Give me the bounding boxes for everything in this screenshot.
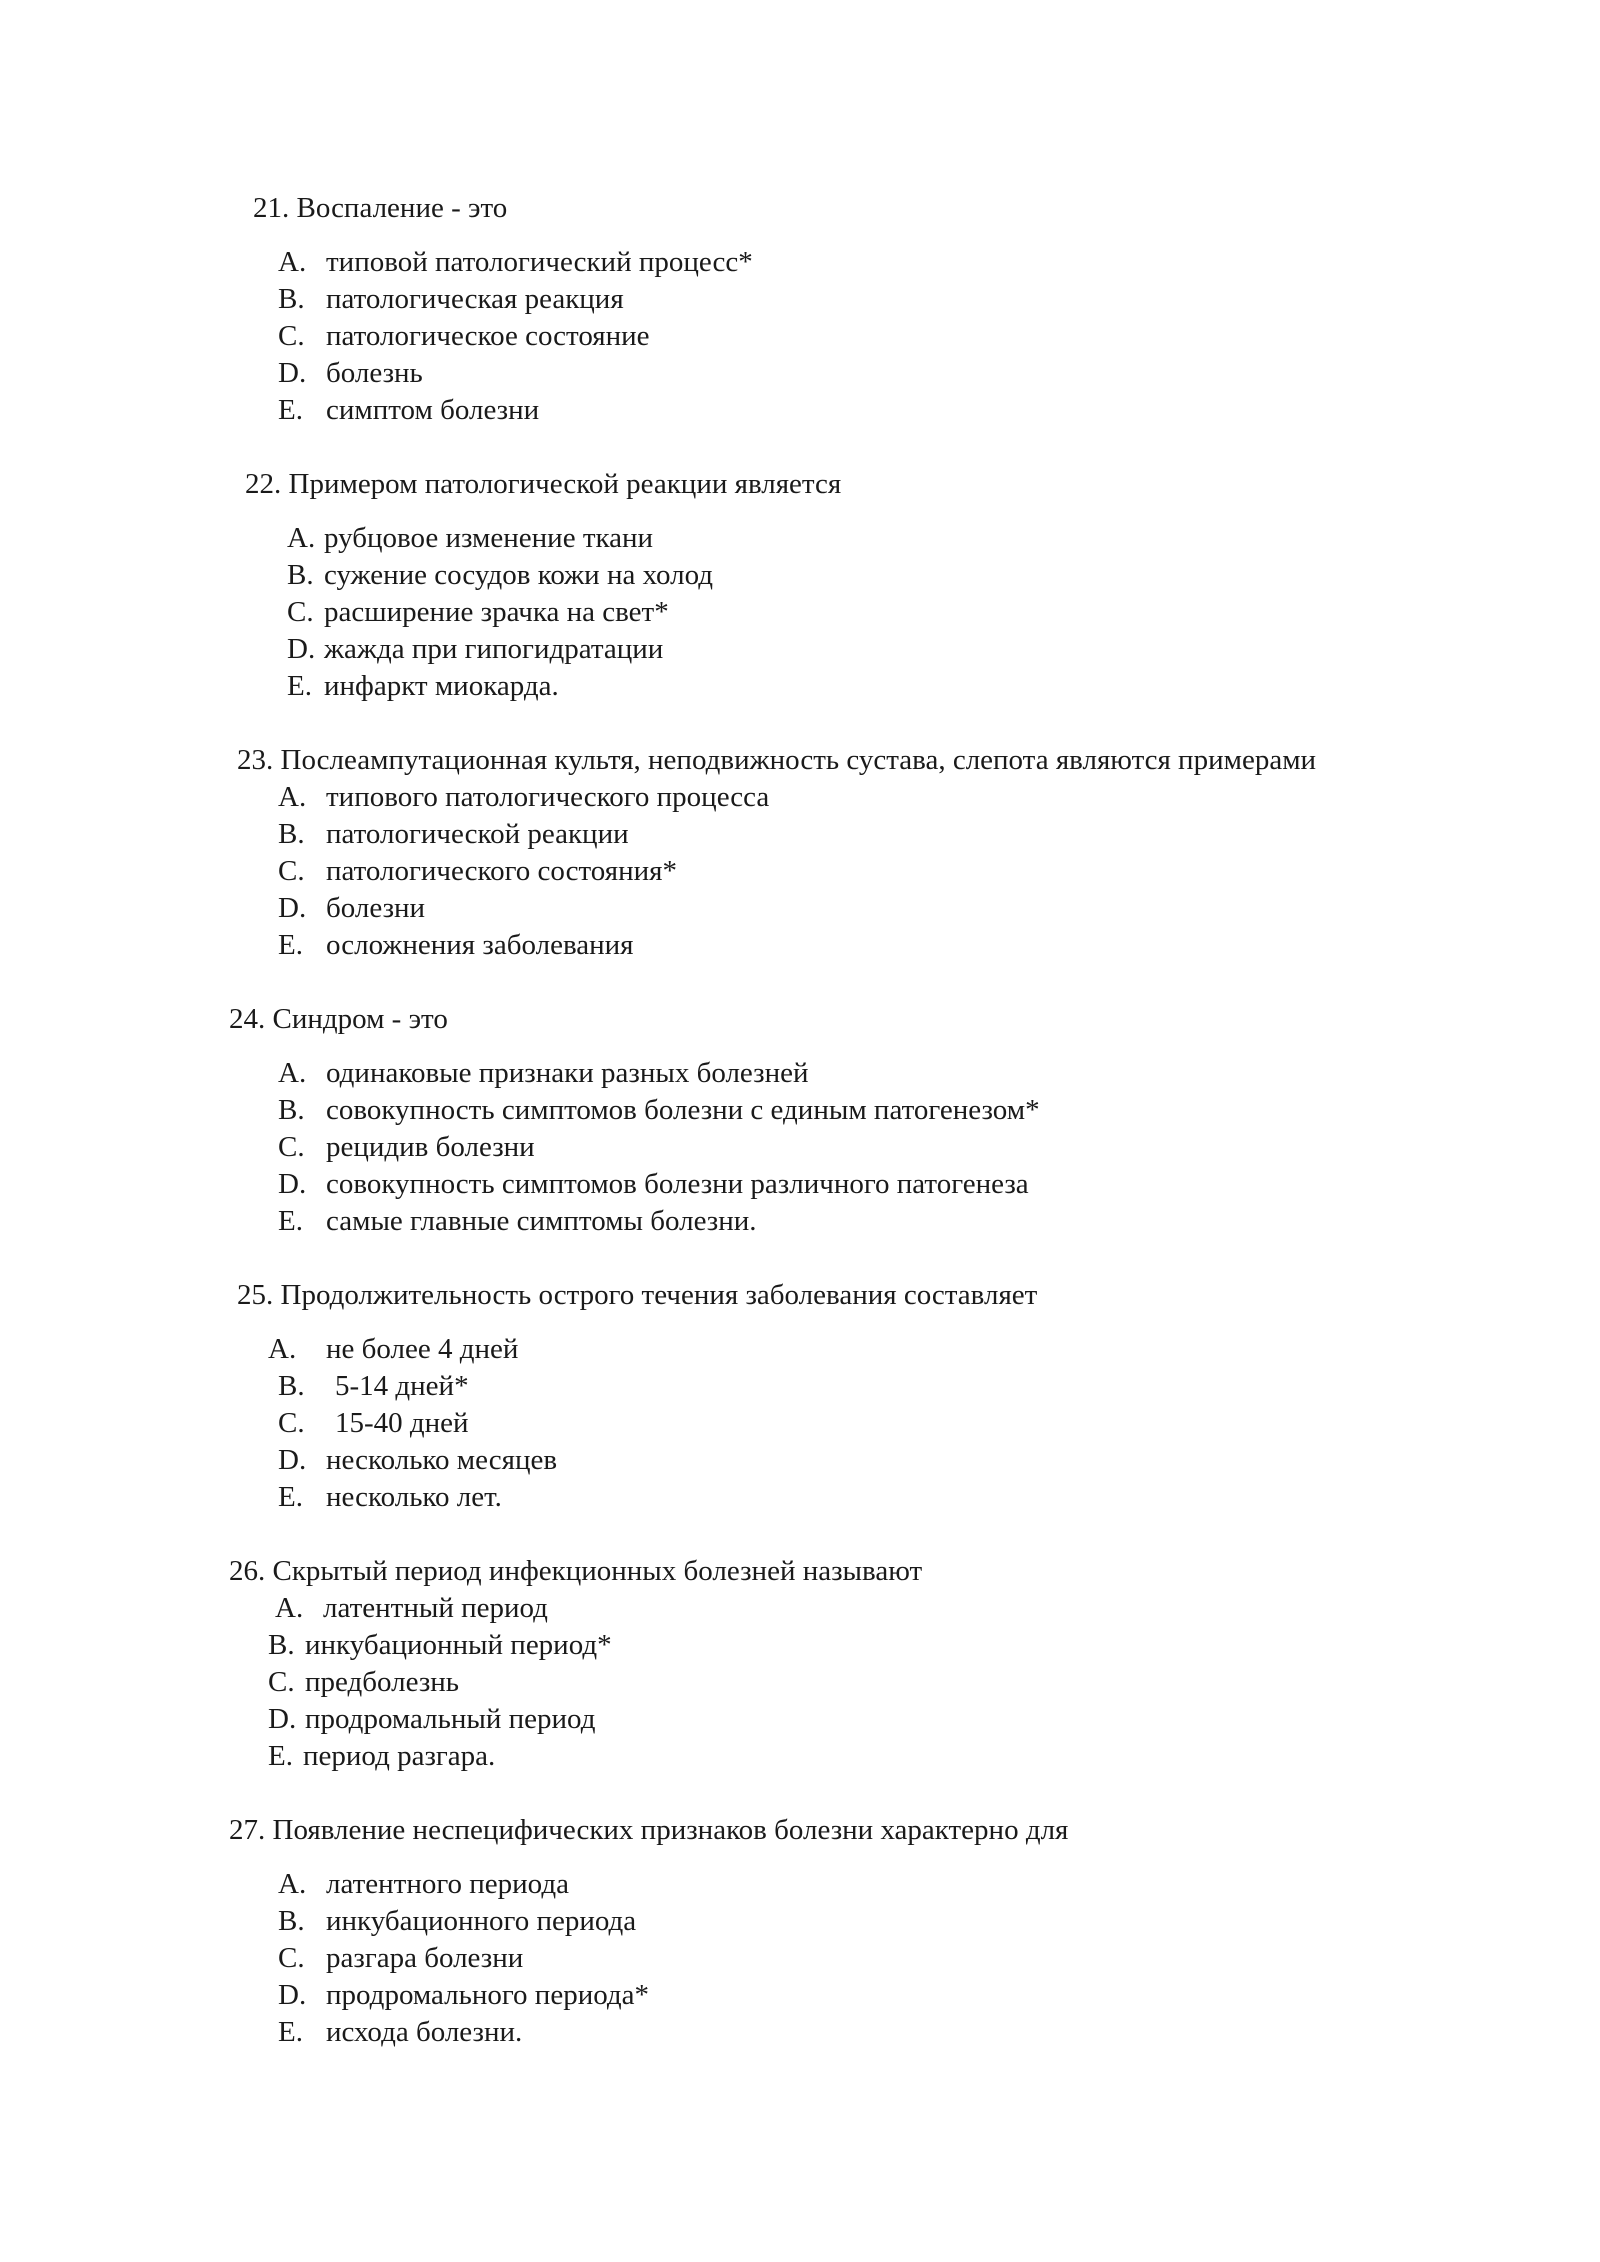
option-text: патологическое состояние [326,320,650,352]
option-letter: D. [278,357,307,389]
option-text: продромального периода* [326,1979,650,2011]
option-letter: C. [278,1407,305,1439]
option-letter: B. [278,818,305,850]
option-letter: D. [278,1444,307,1476]
option-letter: E. [278,929,303,961]
option-letter: E. [287,670,312,702]
question-27-title: 27. Появление неспецифических признаков болезни характерно для [229,1814,1069,1846]
option-letter: B. [268,1629,295,1661]
option-text: исхода болезни. [326,2016,523,2048]
option-text: 15-40 дней [335,1407,469,1439]
option-letter: E. [278,2016,303,2048]
option-text: типовой патологический процесс* [326,246,753,278]
option-letter: E. [278,1481,303,1513]
option-text: несколько лет. [326,1481,502,1513]
option-letter: C. [278,1131,305,1163]
option-letter: D. [268,1703,297,1735]
option-text: инкубационного периода [326,1905,637,1937]
option-text: продромальный период [305,1703,596,1735]
option-text: типового патологического процесса [326,781,770,813]
option-text: осложнения заболевания [326,929,634,961]
option-letter: B. [278,1370,305,1402]
option-letter: E. [268,1740,293,1772]
option-letter: B. [287,559,314,591]
option-text: рецидив болезни [326,1131,535,1163]
question-21-title: 21. Воспаление - это [253,192,508,224]
option-text: не более 4 дней [326,1333,519,1365]
option-letter: D. [287,633,316,665]
option-letter: C. [268,1666,295,1698]
option-text: несколько месяцев [326,1444,558,1476]
option-letter: B. [278,283,305,315]
option-letter: E. [278,1205,303,1237]
question-22-title: 22. Примером патологической реакции является [245,468,842,500]
option-letter: A. [278,781,307,813]
option-letter: C. [278,1942,305,1974]
question-25-title: 25. Продолжительность острого течения заболевания составляет [237,1279,1038,1311]
option-text: латентный период [323,1592,548,1624]
option-letter: B. [278,1905,305,1937]
question-23-title: 23. Послеампутационная культя, неподвижность сустава, слепота являются примерами [237,744,1317,776]
option-letter: E. [278,394,303,426]
question-24-title: 24. Синдром - это [229,1003,448,1035]
option-text: период разгара. [303,1740,496,1772]
option-letter: A. [278,1868,307,1900]
option-text: жажда при гипогидратации [324,633,664,665]
option-text: болезни [326,892,426,924]
option-text: одинаковые признаки разных болезней [326,1057,809,1089]
option-letter: D. [278,1168,307,1200]
option-text: патологического состояния* [326,855,677,887]
option-letter: D. [278,892,307,924]
option-letter: C. [278,855,305,887]
question-26-title: 26. Скрытый период инфекционных болезней называют [229,1555,923,1587]
option-letter: A. [278,246,307,278]
option-text: болезнь [326,357,423,389]
option-letter: D. [278,1979,307,2011]
option-text: инкубационный период* [305,1629,612,1661]
option-letter: A. [287,522,316,554]
option-letter: C. [278,320,305,352]
option-letter: B. [278,1094,305,1126]
option-letter: A. [278,1057,307,1089]
option-text: расширение зрачка на свет* [324,596,669,628]
option-text: симптом болезни [326,394,540,426]
option-text: патологической реакции [326,818,629,850]
option-letter: A. [268,1333,297,1365]
option-text: сужение сосудов кожи на холод [324,559,713,591]
option-text: самые главные симптомы болезни. [326,1205,757,1237]
option-text: 5-14 дней* [335,1370,469,1402]
option-text: латентного периода [326,1868,569,1900]
option-text: предболезнь [305,1666,460,1698]
option-text: совокупность симптомов болезни различного патогенеза [326,1168,1029,1200]
option-text: патологическая реакция [326,283,624,315]
option-letter: A. [275,1592,304,1624]
option-text: рубцовое изменение ткани [324,522,654,554]
option-letter: C. [287,596,314,628]
option-text: разгара болезни [326,1942,524,1974]
option-text: совокупность симптомов болезни с единым патогенезом* [326,1094,1040,1126]
option-text: инфаркт миокарда. [324,670,559,702]
